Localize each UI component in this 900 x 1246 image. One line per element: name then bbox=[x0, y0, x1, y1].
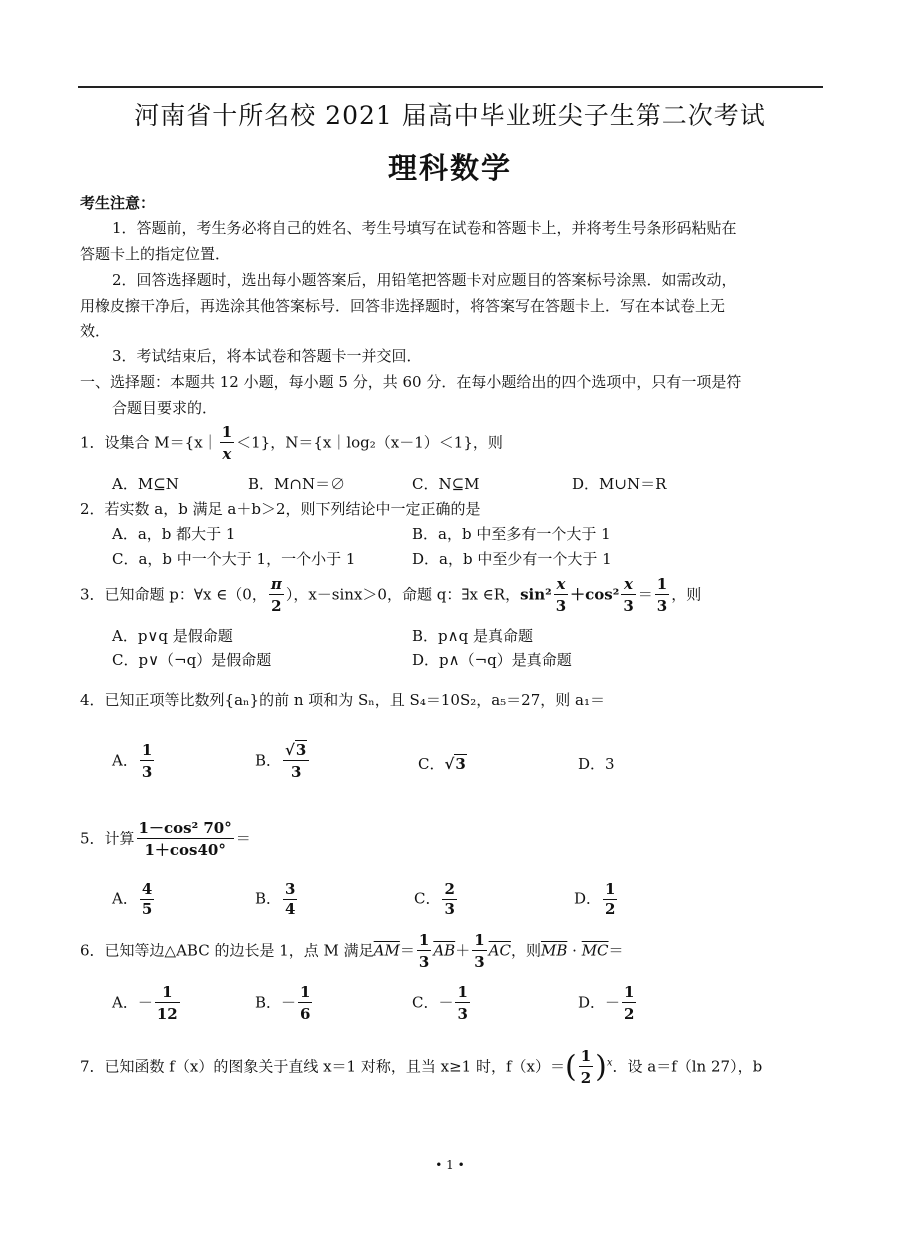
section-heading-line-1: 一、选择题：本题共 12 小题，每小题 5 分，共 60 分．在每小题给出的四个选项中，只有一项是符 bbox=[80, 373, 742, 391]
q3-option-c: C．p∨（¬q）是假命题 bbox=[112, 651, 272, 669]
header-rule bbox=[78, 86, 823, 88]
question-3-stem: 3．已知命题 p：∀x ∈（0， $\frac{\pi}{2}$ ），x－sinx＞0，命题 q：∃x ∈R，sin² $\frac{x}{3}$ ＋cos² $\frac{x}{3}$ ＝ $\frac{1}{3}$ ，则 bbox=[80, 575, 702, 615]
page-number: • 1 • bbox=[435, 1158, 465, 1172]
question-5-stem: 5．计算 $\frac{\text{1－cos² 70°}}{1+\cos 40^\circ}$ ＝ bbox=[80, 819, 251, 859]
q1-option-d: D．M∪N＝R bbox=[572, 475, 667, 493]
notice-item-2-line-2: 用橡皮擦干净后，再选涂其他答案标号．回答非选择题时，将答案写在答题卡上．写在本试卷上无 bbox=[80, 297, 726, 315]
notice-item-1-line-1: 1．答题前，考生务必将自己的姓名、考生号填写在试卷和答题卡上，并将考生号条形码粘贴在 bbox=[112, 219, 737, 237]
q2-option-d: D．a，b 中至少有一个大于 1 bbox=[412, 550, 612, 568]
q1-option-c: C．N⊆M bbox=[412, 475, 480, 493]
notice-item-3: 3．考试结束后，将本试卷和答题卡一并交回． bbox=[112, 347, 422, 365]
q5-option-d: D． $\frac{1}{2}$ bbox=[574, 880, 616, 918]
notice-item-2-line-1: 2．回答选择题时，选出每小题答案后，用铅笔把答题卡对应题目的答案标号涂黑．如需改动， bbox=[112, 271, 737, 289]
notice-item-1-line-2: 答题卡上的指定位置． bbox=[80, 245, 231, 263]
q5-option-a: A． $\frac{4}{5}$ bbox=[112, 880, 153, 918]
q4-option-b: B． $\frac{√3}{3}$ bbox=[255, 740, 311, 783]
q4-option-d: D．3 bbox=[578, 755, 615, 773]
question-2-stem: 2．若实数 a，b 满足 a＋b＞2，则下列结论中一定正确的是 bbox=[80, 500, 481, 518]
q1-fraction: $\frac{1}{x}$ bbox=[221, 423, 233, 463]
section-heading-line-2: 合题目要求的． bbox=[112, 399, 218, 417]
question-6-stem: 6．已知等边△ABC 的边长是 1，点 M 满足$\overline{AM}=$ $\frac{1}{3}$ $\overline{AB}+$ $\frac{1}{3}$ $\overline{AC}$，则$\overline{MB} \cdot \overline{MC}=$ bbox=[80, 931, 624, 971]
question-7-stem: 7．已知函数 f（x）的图象关于直线 x＝1 对称，且当 x≥1 时，f（x）＝( $\frac{1}{2}$ )$^x$．设 a＝f（ln 27），b bbox=[80, 1047, 763, 1087]
q6-option-b: B．－ $\frac{1}{6}$ bbox=[255, 983, 311, 1023]
q2-option-c: C．a，b 中一个大于 1，一个小于 1 bbox=[112, 550, 356, 568]
q6-option-d: D．－ $\frac{1}{2}$ bbox=[578, 983, 635, 1023]
notice-heading: 考生注意： bbox=[80, 194, 156, 212]
question-4-stem: 4．已知正项等比数列{aₙ}的前 n 项和为 Sₙ，且 S₄＝10S₂，a₅＝27，则 a₁＝ bbox=[80, 691, 605, 709]
exam-subtitle: 理科数学 bbox=[387, 151, 512, 185]
q2-option-a: A．a，b 都大于 1 bbox=[112, 525, 236, 543]
q4-option-a: A． $\frac{1}{3}$ bbox=[112, 741, 153, 781]
q5-option-c: C． $\frac{2}{3}$ bbox=[414, 880, 455, 918]
q1-option-a: A．M⊆N bbox=[112, 475, 179, 493]
q3-option-a: A．p∨q 是假命题 bbox=[112, 627, 233, 645]
q3-option-d: D．p∧（¬q）是真命题 bbox=[412, 651, 572, 669]
q6-option-a: A．－ $\frac{1}{12}$ bbox=[112, 983, 178, 1023]
question-1-stem: 1．设集合 M＝{x｜ $\frac{1}{x}$ ＜1}，N＝{x｜log₂（x－1）＜1}，则 bbox=[80, 423, 503, 463]
q1-option-b: B．M∩N＝∅ bbox=[248, 475, 346, 493]
q5-option-b: B． $\frac{3}{4}$ bbox=[255, 880, 296, 918]
exam-title: 河南省十所名校 2021 届高中毕业班尖子生第二次考试 bbox=[134, 101, 766, 130]
notice-item-2-line-3: 效． bbox=[80, 322, 111, 340]
q3-option-b: B．p∧q 是真命题 bbox=[412, 627, 533, 645]
q2-option-b: B．a，b 中至多有一个大于 1 bbox=[412, 525, 611, 543]
q4-option-c: C．√3 bbox=[418, 755, 466, 773]
q6-option-c: C．－ $\frac{1}{3}$ bbox=[412, 983, 468, 1023]
